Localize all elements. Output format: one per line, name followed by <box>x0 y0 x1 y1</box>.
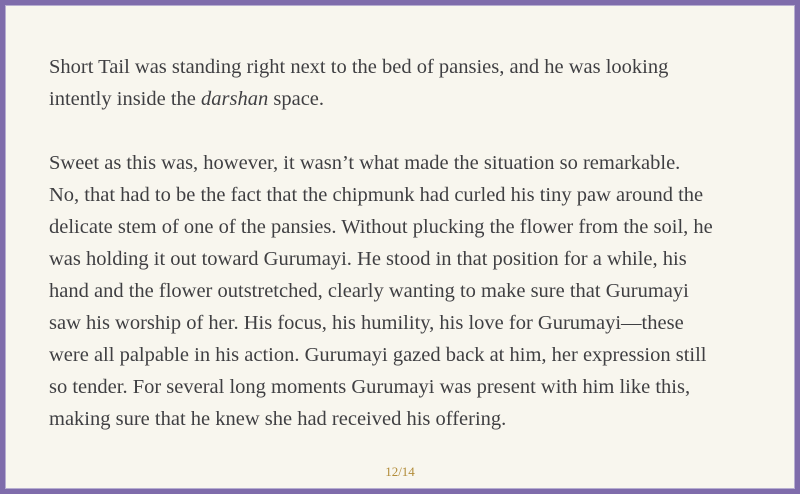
paragraph-line: saw his worship of her. His focus, his humility, his love for Gurumayi—these <box>49 312 684 334</box>
paragraph-line: were all palpable in his action. Gurumayi gazed back at him, her expression still <box>49 344 707 366</box>
paragraph-line: Short Tail was standing right next to the bed of pansies, and he was looking <box>49 56 669 78</box>
paragraph-1 <box>49 51 761 115</box>
paragraph-2 <box>49 147 761 435</box>
paragraph-line: Sweet as this was, however, it wasn’t what made the situation so remarkable. <box>49 152 681 174</box>
emphasized-word: darshan <box>201 88 269 110</box>
paragraph-line: No, that had to be the fact that the chipmunk had curled his tiny paw around the <box>49 184 704 206</box>
paragraph-line: was holding it out toward Gurumayi. He stood in that position for a while, his <box>49 248 687 270</box>
paragraph-line: hand and the flower outstretched, clearly wanting to make sure that Gurumayi <box>49 280 689 302</box>
paragraph-line: making sure that he knew she had received his offering. <box>49 408 507 430</box>
page-number: 12/14 <box>385 464 415 479</box>
text-segment: intently inside the <box>49 88 202 110</box>
text-segment: space. <box>268 88 325 110</box>
paragraph-line: delicate stem of one of the pansies. Without plucking the flower from the soil, he <box>49 216 713 238</box>
document-body <box>49 51 761 435</box>
paragraph-line <box>49 83 761 115</box>
paragraph-line: so tender. For several long moments Gurumayi was present with him like this, <box>49 376 691 398</box>
